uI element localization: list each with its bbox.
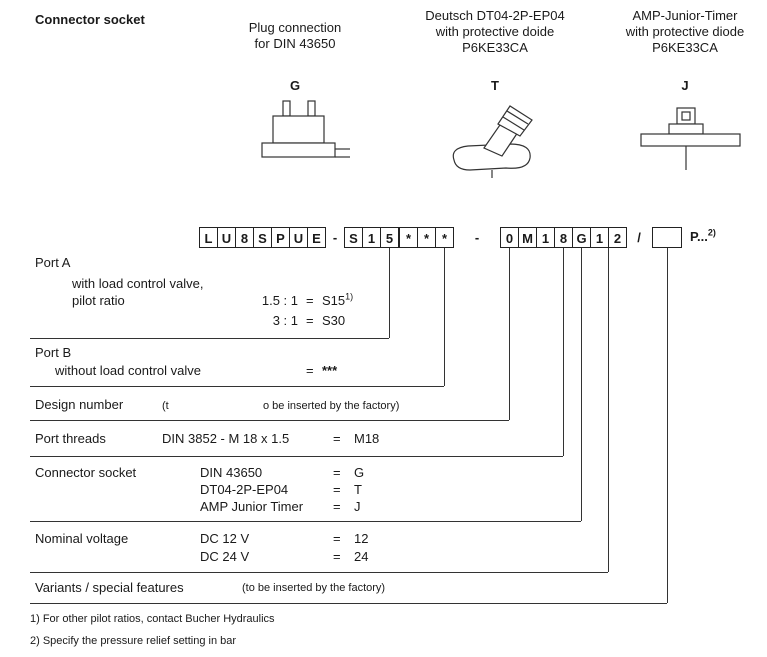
equals-sign: =	[333, 482, 341, 497]
code-dash-separator: -	[332, 230, 338, 245]
leader-nominal-voltage	[608, 248, 609, 572]
row-title-nominal-voltage: Nominal voltage	[35, 531, 129, 546]
port-b-code-stars: ***	[322, 363, 338, 378]
voltage-option-24v: DC 24 V	[200, 549, 250, 564]
column-header-line: for DIN 43650	[254, 36, 336, 51]
row-title-port-threads: Port threads	[35, 431, 106, 446]
code-letter-t: T	[491, 78, 499, 93]
code-box: 1	[362, 227, 381, 248]
equals-sign: =	[333, 465, 341, 480]
port-a-ratio-1: 1.5 : 1	[261, 293, 298, 308]
leader-port-threads	[563, 248, 564, 456]
footnote-ref-1: 1)	[345, 291, 354, 302]
code-box: 2	[608, 227, 627, 248]
column-header-amp	[605, 8, 765, 56]
code-box: 8	[554, 227, 573, 248]
code-suffix-footnote-ref: 2)	[707, 227, 716, 238]
leader-port-b	[444, 248, 445, 386]
code-box: P	[271, 227, 290, 248]
code-box: 1	[590, 227, 609, 248]
din-43650-plug-drawing-icon	[252, 98, 352, 176]
rule-connector-socket	[30, 521, 581, 522]
code-box: E	[307, 227, 326, 248]
voltage-code-24: 24	[354, 549, 369, 564]
code-segment-port-a	[344, 227, 398, 248]
leader-connector-socket	[581, 248, 582, 521]
equals-sign: =	[333, 431, 341, 446]
port-b-description: without load control valve	[55, 363, 201, 378]
column-header-deutsch	[415, 8, 575, 56]
code-blank-box	[652, 227, 682, 248]
code-box: *	[417, 227, 436, 248]
rule-variants	[30, 603, 667, 604]
code-box: 0	[500, 227, 519, 248]
column-header-line: P6KE33CA	[652, 40, 718, 55]
column-header-line: with protective doide	[435, 24, 555, 39]
code-box: L	[199, 227, 218, 248]
code-box: G	[572, 227, 591, 248]
rule-port-a	[30, 338, 389, 339]
code-dash-separator: -	[474, 230, 480, 245]
row-title-variants: Variants / special features	[35, 580, 184, 595]
row-title-design-number: Design number	[35, 397, 124, 412]
voltage-code-12: 12	[354, 531, 369, 546]
code-box: *	[435, 227, 454, 248]
code-letter-g: G	[289, 78, 301, 93]
footnote-1: 1) For other pilot ratios, contact Bucher Hydraulics	[30, 613, 275, 625]
design-number-note-open: (t	[162, 400, 169, 412]
port-a-ratio-2: 3 : 1	[272, 313, 298, 328]
connector-code-g: G	[354, 465, 365, 480]
code-box: U	[289, 227, 308, 248]
connector-code-t: T	[354, 482, 362, 497]
code-suffix-text: P...	[690, 229, 708, 244]
column-header-line: Plug connection	[248, 20, 342, 35]
code-letter-j: J	[681, 78, 689, 93]
port-a-code-s15: S15	[322, 293, 346, 308]
column-header-din-plug	[230, 20, 360, 52]
connector-option-din: DIN 43650	[200, 465, 263, 480]
connector-option-dt04: DT04-2P-EP04	[200, 482, 289, 497]
port-threads-spec: DIN 3852 - M 18 x 1.5	[162, 431, 290, 446]
column-header-line: AMP-Junior-Timer	[632, 8, 738, 23]
row-title-connector-socket: Connector socket	[35, 465, 137, 480]
column-header-line: Deutsch DT04-2P-EP04	[425, 8, 565, 23]
leader-design-number	[509, 248, 510, 420]
section-label-connector-socket: Connector socket	[35, 12, 145, 27]
voltage-option-12v: DC 12 V	[200, 531, 250, 546]
code-box: 1	[536, 227, 555, 248]
code-segment-model	[199, 227, 325, 248]
equals-sign: =	[333, 549, 341, 564]
amp-junior-timer-drawing-icon	[633, 104, 748, 176]
column-header-line: P6KE33CA	[462, 40, 528, 55]
code-box: S	[344, 227, 363, 248]
code-slash-separator: /	[637, 230, 641, 245]
equals-sign: =	[333, 499, 341, 514]
code-box: 8	[235, 227, 254, 248]
equals-sign: =	[306, 293, 314, 308]
rule-port-b	[30, 386, 444, 387]
code-segment-port-b	[399, 227, 453, 248]
equals-sign: =	[306, 313, 314, 328]
code-box: M	[518, 227, 537, 248]
variants-note: (to be inserted by the factory)	[242, 582, 386, 594]
connector-option-amp: AMP Junior Timer	[200, 499, 304, 514]
code-box: S	[253, 227, 272, 248]
port-a-description-1: with load control valve,	[72, 276, 204, 291]
code-box: *	[399, 227, 418, 248]
code-box: 5	[380, 227, 399, 248]
deutsch-dt04-connector-drawing-icon	[438, 90, 558, 178]
code-box: U	[217, 227, 236, 248]
leader-variants	[667, 248, 668, 603]
leader-port-a	[389, 248, 390, 338]
code-suffix	[690, 229, 716, 244]
equals-sign: =	[333, 531, 341, 546]
port-threads-code-m18: M18	[354, 431, 380, 446]
rule-nominal-voltage	[30, 572, 608, 573]
row-title-port-b: Port B	[35, 345, 72, 360]
rule-port-threads	[30, 456, 563, 457]
design-number-note: o be inserted by the factory)	[263, 400, 400, 412]
port-a-value-1	[322, 293, 353, 308]
footnote-2: 2) Specify the pressure relief setting in bar	[30, 635, 237, 647]
connector-code-j: J	[354, 499, 361, 514]
code-segment-rest	[500, 227, 626, 248]
port-a-code-s30: S30	[322, 313, 346, 328]
rule-design-number	[30, 420, 509, 421]
column-header-line: with protective diode	[625, 24, 745, 39]
row-title-port-a: Port A	[35, 255, 71, 270]
port-a-description-2: pilot ratio	[72, 293, 125, 308]
equals-sign: =	[306, 363, 314, 378]
